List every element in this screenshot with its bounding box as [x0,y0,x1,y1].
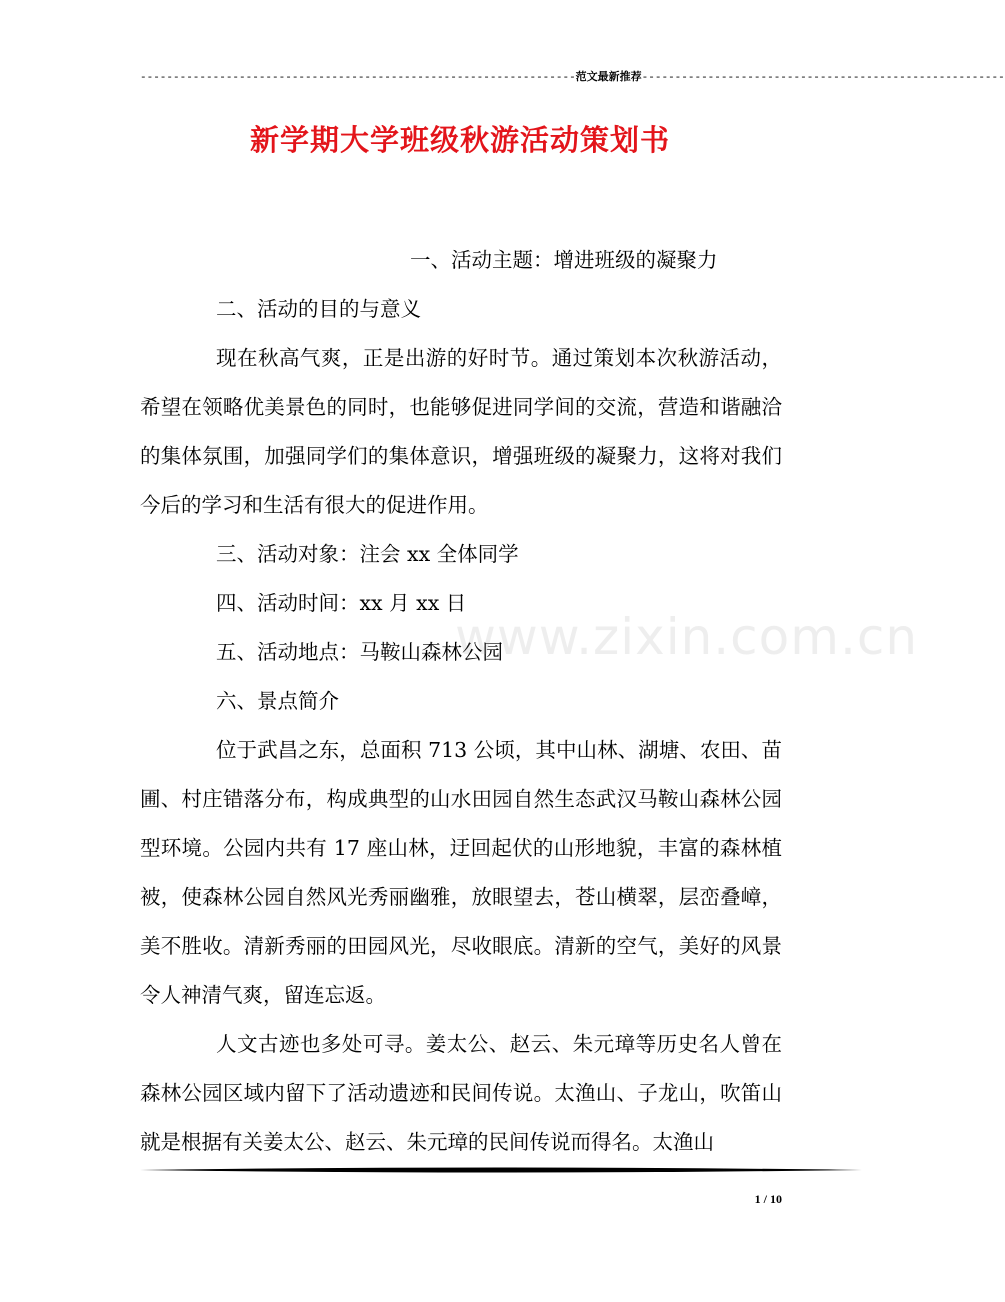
header-dashes-right: ------------------------------------------------------- [641,72,1005,84]
page-number: 1 / 10 [754,1192,782,1206]
document-title: 新学期大学班级秋游活动策划书 [249,123,670,157]
section-time: 四、活动时间：xx 月 xx 日 [216,591,467,615]
section-target: 三、活动对象：注会 xx 全体同学 [216,542,519,566]
section-intro-text-2: 人文古迹也多处可寻。姜太公、赵云、朱元璋等历史名人曾在森林公园区域内留下了活动遗迹和民间传说。太渔山、子龙山，吹笛山就是根据有关姜太公、赵云、朱元璋的民间传说而得名。太渔山 [140,1032,782,1154]
header-rule [140,68,1005,84]
header-label: 范文最新推荐 [575,70,642,83]
header-dashes-left: ------------------------------------------------------------------ [140,72,576,84]
section-intro-heading: 六、景点简介 [216,689,339,713]
section-theme: 一、活动主题：增进班级的凝聚力 [410,248,718,272]
footer-divider [140,1165,862,1175]
section-purpose-text: 现在秋高气爽，正是出游的好时节。通过策划本次秋游活动，希望在领略优美景色的同时，也能够促进同学间的交流，营造和谐融洽的集体氛围，加强同学们的集体意识，增强班级的凝聚力，这将对我们今后的学习和生活有很大的促进作用。 [140,346,782,517]
document-body [140,236,782,1167]
section-place: 五、活动地点：马鞍山森林公园 [216,640,503,664]
watermark: www.zixin.com.cn [455,608,919,666]
section-purpose-heading: 二、活动的目的与意义 [216,297,421,321]
section-intro-text-1: 位于武昌之东，总面积 713 公顷，其中山林、湖塘、农田、苗圃、村庄错落分布，构成典型的山水田园自然生态武汉马鞍山森林公园型环境。公园内共有 17 座山林，迂回起伏的山形地貌，丰富的森林植被，使森林公园自然风光秀丽幽雅，放眼望去，苍山横翠，层峦叠嶂，美不胜收。清新秀丽的田园风光，尽收眼底。清新的空气，美好的风景令人神清气爽，留连忘返。 [140,738,782,1007]
